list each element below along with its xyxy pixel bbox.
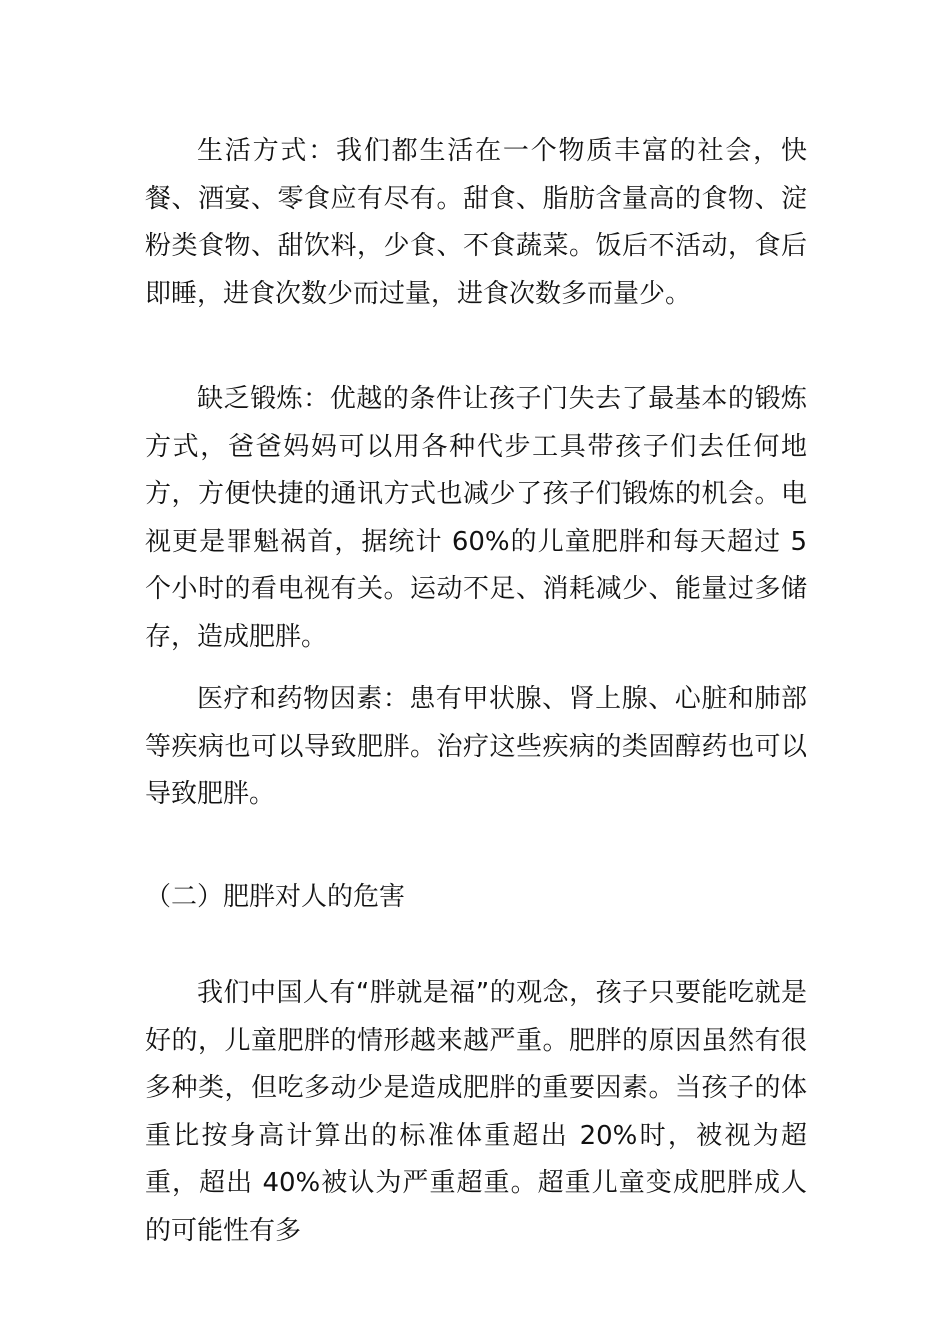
paragraph-obesity-harm: 我们中国人有“胖就是福”的观念，孩子只要能吃就是好的，儿童肥胖的情形越来越严重。肥胖的原因虽然有很多种类，但吃多动少是造成肥胖的重要因素。当孩子的体重比按身高计算出的标准体重超出 20%时，被视为超重，超出 40%被认为严重超重。超重儿童变成肥胖成人的可能性有多: [145, 978, 807, 1246]
paragraph-lack-of-exercise: 缺乏锻炼：优越的条件让孩子门失去了最基本的锻炼方式，爸爸妈妈可以用各种代步工具带孩子们去任何地方，方便快捷的通讯方式也减少了孩子们锻炼的机会。电视更是罪魁祸首，据统计 60%的儿童肥胖和每天超过 5 个小时的看电视有关。运动不足、消耗减少、能量过多储存，造成肥胖。: [145, 384, 807, 652]
section-heading: （二）肥胖对人的危害: [145, 882, 406, 912]
paragraph-medical-factors: 医疗和药物因素：患有甲状腺、肾上腺、心脏和肺部等疾病也可以导致肥胖。治疗这些疾病的类固醇药也可以导致肥胖。: [145, 684, 807, 809]
paragraph-lifestyle: 生活方式：我们都生活在一个物质丰富的社会，快餐、酒宴、零食应有尽有。甜食、脂肪含量高的食物、淀粉类食物、甜饮料，少食、不食蔬菜。饭后不活动，食后即睡，进食次数少而过量，进食次数多而量少。: [145, 136, 807, 309]
